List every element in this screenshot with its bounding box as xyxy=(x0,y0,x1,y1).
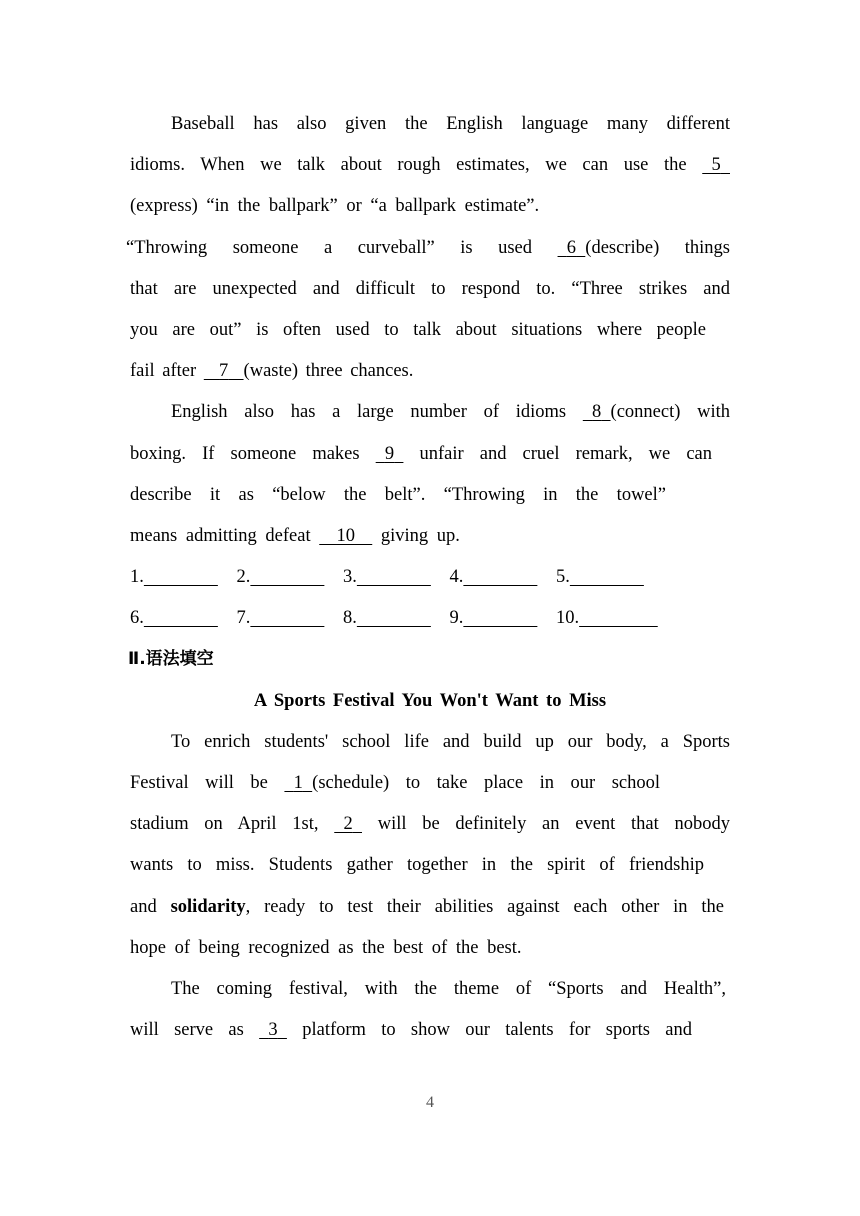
text-line: The coming festival, with the theme of “Sports and Health”, xyxy=(171,978,726,999)
answer-slot[interactable]: 6. xyxy=(130,608,144,629)
blank-3[interactable]: 3 xyxy=(268,1020,278,1041)
passage-title: A Sports Festival You Won't Want to Miss xyxy=(253,690,607,711)
text-line: that are unexpected and difficult to respond to. “Three strikes and xyxy=(130,278,730,299)
blank-6[interactable]: 6 xyxy=(566,237,577,258)
answer-slot[interactable]: 9. xyxy=(449,608,464,629)
text-line: and solidarity, ready to test their abilities against each other in the xyxy=(130,896,724,917)
blank-7[interactable]: 7 xyxy=(219,361,229,382)
text-line: To enrich students' school life and build up our body, a Sports xyxy=(171,731,730,752)
text-line: you are out” is often used to talk about situations where people xyxy=(130,319,706,340)
text-line: stadium on April 1st, 2 will be definitely an event that nobody xyxy=(130,804,730,845)
answer-slot[interactable]: 1. xyxy=(130,567,144,588)
text-line: describe it as “below the belt”. “Throwing in the towel” xyxy=(130,484,666,505)
answer-slot[interactable]: 5. xyxy=(556,567,570,588)
answer-slot[interactable]: 3. xyxy=(343,567,357,588)
text-line: Baseball has also given the English language many different xyxy=(171,114,730,134)
bold-word: solidarity xyxy=(170,896,246,917)
section-heading: Ⅱ.语法填空 xyxy=(128,649,214,670)
text-line: wants to miss. Students gather together in the spirit of friendship xyxy=(130,855,704,876)
text-line: English also has a large number of idioms 8 (connect) with xyxy=(130,392,730,433)
answer-row xyxy=(130,598,730,639)
text-line: means admitting defeat 10 giving up. xyxy=(130,516,730,557)
document-page xyxy=(126,104,730,1051)
answer-slot[interactable]: 4. xyxy=(449,567,464,588)
blank-1[interactable]: 1 xyxy=(293,773,303,793)
text-line: idioms. When we talk about rough estimates, we can use the 5 xyxy=(130,145,730,186)
text-line: “Throwing someone a curveball” is used 6 (describe) things xyxy=(126,228,730,269)
blank-2[interactable]: 2 xyxy=(343,814,353,835)
blank-8[interactable]: 8 xyxy=(592,402,602,423)
answer-slot[interactable]: 10. xyxy=(556,608,580,629)
text-line: Festival will be 1 (schedule) to take place in our school xyxy=(130,763,660,804)
blank-10[interactable]: 10 xyxy=(336,525,355,546)
blank-5[interactable]: 5 xyxy=(711,155,721,176)
text-line: boxing. If someone makes 9 unfair and cruel remark, we can xyxy=(130,434,712,475)
answer-row xyxy=(130,557,730,598)
answer-slot[interactable]: 7. xyxy=(236,608,251,629)
answer-slot[interactable]: 8. xyxy=(343,608,357,629)
text-line: hope of being recognized as the best of the best. xyxy=(130,937,522,958)
text-line: fail after 7 (waste) three chances. xyxy=(130,351,730,392)
page-number: 4 xyxy=(426,1094,434,1111)
blank-9[interactable]: 9 xyxy=(384,443,395,464)
text-line: will serve as 3 platform to show our talents for sports and xyxy=(130,1010,692,1051)
text-line: (express) “in the ballpark” or “a ballpark estimate”. xyxy=(130,196,540,217)
answer-slot[interactable]: 2. xyxy=(236,567,251,588)
